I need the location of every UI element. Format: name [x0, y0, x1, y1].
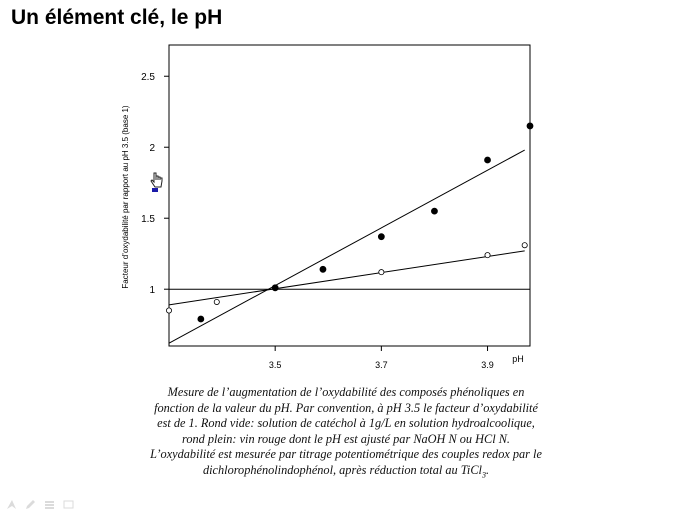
x-tick-label: 3.9	[481, 360, 494, 370]
open-point	[522, 243, 527, 248]
figure-caption	[150, 385, 542, 483]
x-tick-label: 3.7	[375, 360, 388, 370]
filled-point	[378, 234, 384, 240]
plot-frame	[169, 45, 530, 346]
x-axis-label: pH	[512, 354, 524, 364]
open-point	[485, 253, 490, 258]
filled-point	[198, 316, 204, 322]
y-tick-label: 1.5	[141, 214, 155, 226]
filled-trend-line	[169, 150, 525, 343]
filled-point	[272, 285, 278, 291]
pointer-arrow-icon[interactable]	[6, 497, 17, 508]
caption-end: .	[485, 462, 490, 477]
y-axis-label: Facteur d’oxydabilité par rapport au pH 3.5 (base 1)	[121, 105, 130, 289]
open-point	[379, 270, 384, 275]
filled-point	[527, 123, 533, 129]
trend-lines	[169, 150, 530, 343]
filled-point	[320, 266, 326, 272]
slides-icon[interactable]	[63, 497, 74, 508]
open-point	[214, 299, 219, 304]
slideshow-toolbar	[6, 497, 74, 508]
filled-point	[431, 208, 437, 214]
filled-point	[485, 157, 491, 163]
hand-cursor-icon	[149, 171, 165, 198]
x-axis	[269, 346, 494, 370]
open-trend-line	[169, 251, 525, 305]
open-point	[166, 308, 171, 313]
menu-icon[interactable]	[44, 497, 55, 508]
caption-text: Mesure de l’augmentation de l’oxydabilité des composés phénoliques en fonction de la valeur du pH. Par convention, à pH 3.5 le facteur d’oxydabilité est de 1. Rond vide: solution de catéchol à 1g/L en solution hydroalcoolique, rond plein: vin rouge dont le pH est ajusté par NaOH N ou HCl N. L’oxydabilité est mesurée par titrage potentiométrique des couples redox par le dichlorophénolindophénol, après réduction total au TiCl	[150, 385, 542, 477]
pen-icon[interactable]	[25, 497, 36, 508]
y-tick-label: 1	[149, 285, 155, 297]
data-points	[166, 123, 533, 322]
y-tick-label: 2.5	[141, 72, 155, 84]
x-tick-label: 3.5	[268, 360, 282, 370]
slide-title: Un élément clé, le pH	[11, 6, 223, 29]
caption-subscript: 3	[481, 470, 486, 480]
y-tick-label: 2	[149, 143, 155, 155]
